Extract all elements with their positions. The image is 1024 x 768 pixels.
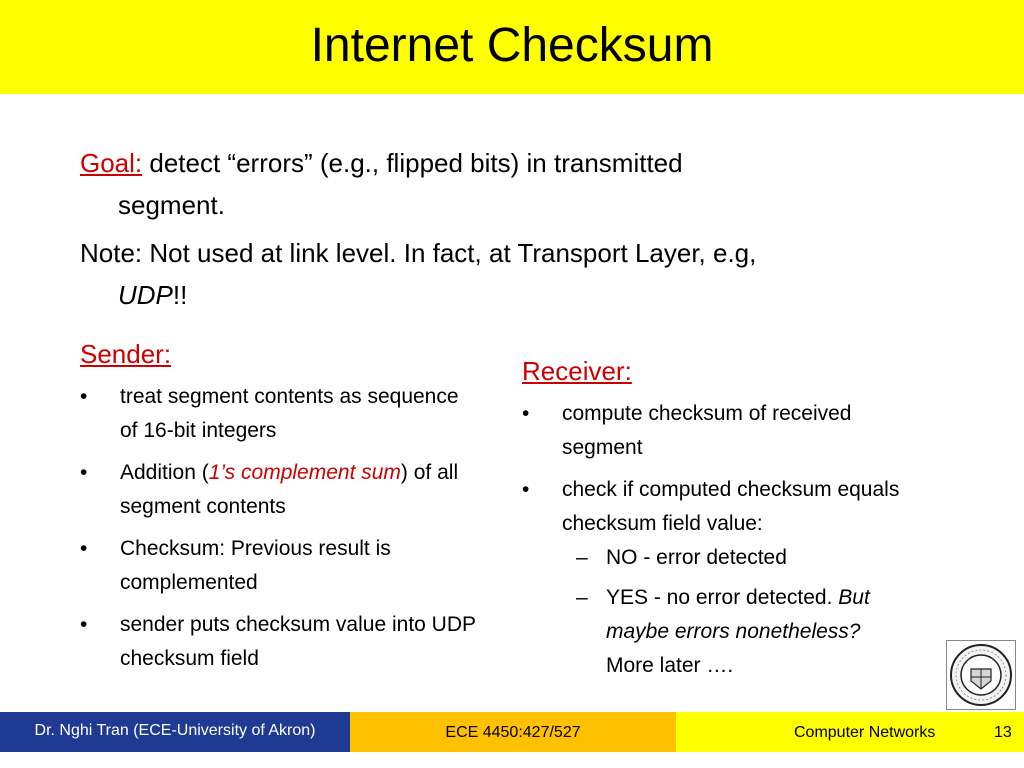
ones-complement-text: 1’s complement sum	[208, 461, 401, 484]
list-item: • treat segment contents as sequence of 16-bit integers	[78, 380, 478, 448]
receiver-list	[520, 397, 930, 691]
goal-paragraph	[80, 142, 940, 226]
university-seal-logo	[946, 640, 1016, 710]
goal-text: detect “errors” (e.g., flipped bits) in transmitted	[142, 148, 683, 178]
receiver-sublist	[562, 541, 930, 683]
udp-text: UDP	[118, 280, 173, 310]
footer-author: Dr. Nghi Tran (ECE-University of Akron)	[0, 712, 350, 752]
bullet-icon: •	[80, 537, 88, 560]
note-text: Note: Not used at link level. In fact, at Transport Layer, e.g,	[80, 238, 757, 268]
bullet-icon: •	[80, 613, 88, 636]
bullet-icon: •	[80, 461, 88, 484]
list-item: • check if computed checksum equals checksum field value: – NO - error detected – YES - no error detected. But maybe errors nonetheless? More later ….	[520, 473, 930, 683]
sub-item: – NO - error detected	[562, 541, 930, 575]
note-paragraph	[80, 232, 940, 316]
page-number: 13	[994, 724, 1012, 741]
bullet-icon: •	[80, 385, 88, 408]
receiver-heading: Receiver:	[522, 356, 632, 386]
bullet-icon: •	[522, 478, 530, 501]
sub-item: – YES - no error detected. But maybe errors nonetheless? More later ….	[562, 581, 930, 683]
list-item: • Checksum: Previous result is complemented	[78, 532, 478, 600]
footer-course-code: ECE 4450:427/527	[350, 712, 676, 752]
list-item: • Addition (1’s complement sum) of all segment contents	[78, 456, 478, 524]
goal-text-cont: segment.	[118, 190, 225, 220]
dash-icon: –	[576, 546, 588, 569]
goal-label: Goal:	[80, 148, 143, 178]
slide-title: Internet Checksum	[310, 19, 714, 72]
udp-suffix: !!	[172, 280, 188, 310]
sender-heading: Sender:	[80, 339, 172, 369]
bullet-icon: •	[522, 402, 530, 425]
list-item: • sender puts checksum value into UDP checksum field	[78, 608, 478, 676]
footer	[0, 712, 1024, 752]
footer-right	[676, 712, 1024, 752]
sender-list	[78, 380, 478, 684]
list-item: • compute checksum of received segment	[520, 397, 930, 465]
dash-icon: –	[576, 586, 588, 609]
footer-course-name: Computer Networks	[794, 724, 936, 741]
